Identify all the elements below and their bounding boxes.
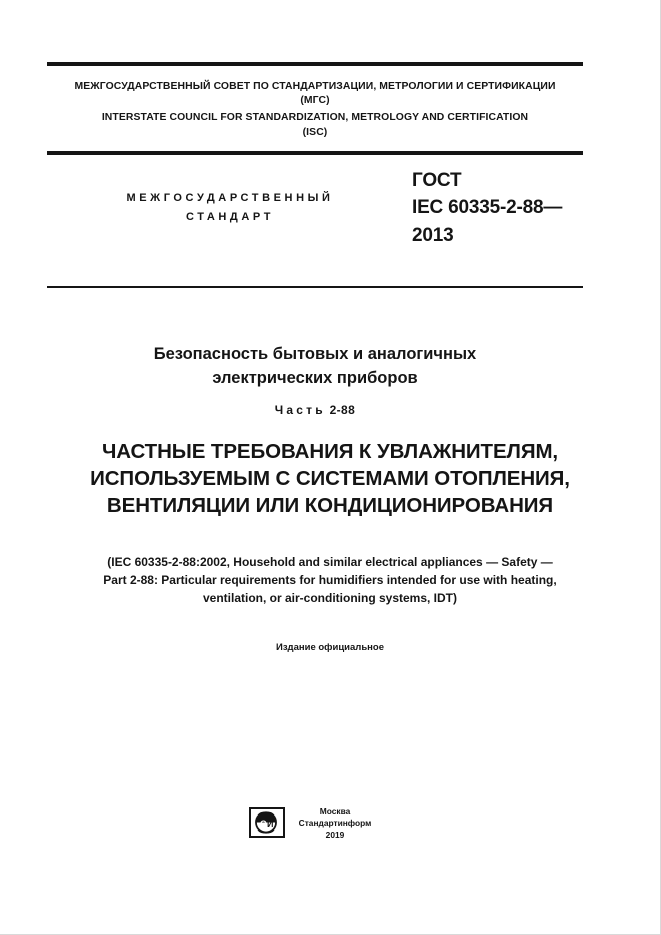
part-word: Часть: [274, 403, 326, 417]
middle-rule: [47, 151, 583, 155]
iec-reference-line-2: Part 2-88: Particular requirements for humidifiers intended for use with heating,: [103, 573, 557, 587]
iec-reference-line-3: ventilation, or air-conditioning systems, IDT): [202, 591, 458, 605]
council-name-ru: МЕЖГОСУДАРСТВЕННЫЙ СОВЕТ ПО СТАНДАРТИЗАЦИИ, МЕТРОЛОГИИ И СЕРТИФИКАЦИИ: [74, 81, 556, 92]
council-abbr-ru: (МГС): [300, 95, 330, 106]
publisher-name: Стандартинформ: [298, 818, 372, 828]
part-number: [47, 401, 583, 419]
document-subtitle-line-2: электрических приборов: [212, 369, 418, 387]
standartinform-logo-icon: [249, 807, 285, 838]
main-title-line-3: ВЕНТИЛЯЦИИ ИЛИ КОНДИЦИОНИРОВАНИЯ: [106, 494, 554, 517]
standard-label: СТАНДАРТ: [185, 211, 275, 223]
gost-year: 2013: [412, 225, 454, 246]
top-rule: [47, 62, 583, 66]
document-subtitle-line-1: Безопасность бытовых и аналогичных: [153, 345, 477, 363]
publisher-year: 2019: [325, 830, 345, 840]
iec-reference-line-1: (IEC 60335-2-88:2002, Household and similar electrical appliances — Safety —: [107, 555, 553, 569]
interstate-label: МЕЖГОСУДАРСТВЕННЫЙ: [126, 192, 334, 204]
svg-text:И: И: [267, 819, 274, 829]
part-value: 2-88: [329, 403, 356, 417]
gost-label: ГОСТ: [412, 170, 462, 191]
edition-label: Издание официальное: [276, 642, 384, 653]
council-abbr-en: (ISC): [302, 127, 328, 138]
gost-number: IEC 60335-2-88—: [412, 197, 563, 218]
council-name-en: INTERSTATE COUNCIL FOR STANDARDIZATION, METROLOGY AND CERTIFICATION: [101, 112, 529, 123]
main-title-line-1: ЧАСТНЫЕ ТРЕБОВАНИЯ К УВЛАЖНИТЕЛЯМ,: [101, 440, 559, 463]
main-title-line-2: ИСПОЛЬЗУЕМЫМ С СИСТЕМАМИ ОТОПЛЕНИЯ,: [90, 467, 570, 490]
svg-text:С: С: [260, 819, 267, 829]
publisher-city: Москва: [319, 806, 351, 816]
section-rule: [47, 286, 583, 288]
